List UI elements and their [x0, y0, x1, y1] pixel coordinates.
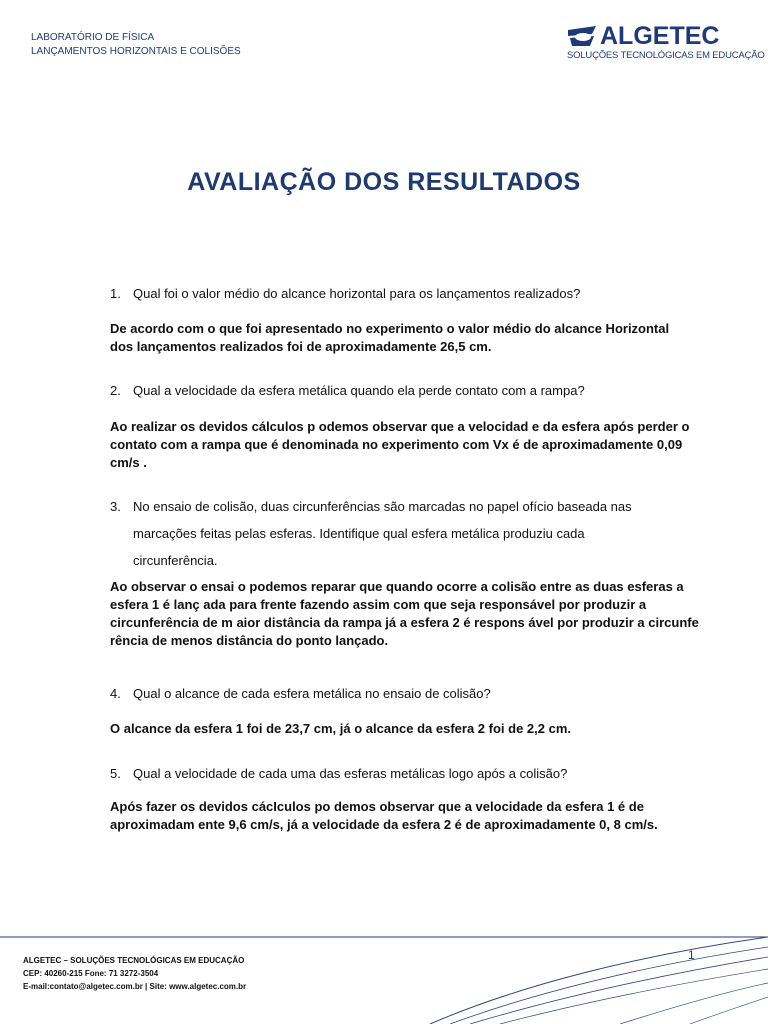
- answer-line: contato com a rampa que é denominada no experimento com Vx é de aproximadamente 0,09: [110, 437, 683, 452]
- question-number: 3.: [110, 499, 121, 514]
- answer-1: [110, 320, 734, 356]
- question-text: Qual o alcance de cada esfera metálica no ensaio de colisão?: [133, 686, 491, 701]
- answer-line: dos lançamentos realizados foi de aproximadamente 26,5 cm.: [110, 339, 492, 354]
- answer-line: esfera 1 é lanç ada para frente fazendo assim com que seja responsável por produzir a: [110, 597, 647, 612]
- answer-4: [110, 720, 734, 738]
- page-header: [31, 31, 241, 59]
- answer-2: [110, 418, 734, 472]
- answer-line: [110, 320, 734, 338]
- question-text: Qual foi o valor médio do alcance horizontal para os lançamentos realizados?: [133, 286, 581, 301]
- answer-line: Ao realizar os devidos cálculos p odemos observar que a velocidad e da esfera após perder o: [110, 419, 690, 434]
- logo-mark-icon: [566, 24, 600, 50]
- question-1: [110, 286, 580, 301]
- question-text: Qual a velocidade de cada uma das esferas metálicas logo após a colisão?: [133, 766, 568, 781]
- question-2: [110, 383, 585, 398]
- question-4: [110, 686, 491, 701]
- answer-line-text: De acordo com o que foi apresentado no experimento o valor médio do alcance Horizontal: [110, 321, 670, 336]
- header-subject: LANÇAMENTOS HORIZONTAIS E COLISÕES: [31, 46, 241, 57]
- question-number: 4.: [110, 686, 121, 701]
- header-lab: LABORATÓRIO DE FÍSICA: [31, 32, 155, 43]
- footer-cep: CEP: 40260-215 Fone: 71 3272-3504: [23, 969, 159, 978]
- question-5: [110, 766, 567, 781]
- question-text: Qual a velocidade da esfera metálica quando ela perde contato com a rampa?: [133, 383, 585, 398]
- question-number: 5.: [110, 766, 121, 781]
- algetec-logo: [566, 22, 765, 64]
- footer-email-site: E-mail:contato@algetec.com.br | Site: www.algetec.com.br: [23, 982, 247, 991]
- answer-line: Após fazer os devidos cácIculos po demos observar que a velocidade da esfera 1 é de: [110, 799, 644, 814]
- question-3: [110, 493, 658, 574]
- answer-line: Ao observar o ensai o podemos reparar que quando ocorre a colisão entre as duas esferas a: [110, 579, 684, 594]
- answer-5: [110, 798, 734, 834]
- answer-line: O alcance da esfera 1 foi de 23,7 cm, já o alcance da esfera 2 foi de 2,2 cm.: [110, 721, 572, 736]
- question-text: marcações feitas pelas esferas. Identifique qual esfera metálica produziu cada: [133, 526, 585, 541]
- question-text-line: [110, 520, 658, 547]
- answer-line: aproximadam ente 9,6 cm/s, já a velocidade da esfera 2 é de aproximadamente 0, 8 cm/s.: [110, 817, 658, 832]
- question-text: No ensaio de colisão, duas circunferências são marcadas no papel ofício baseada nas: [133, 499, 632, 514]
- logo-wordmark: ALGETEC: [600, 22, 720, 50]
- footer-company: ALGETEC – SOLUÇÕES TECNOLÓGICAS EM EDUCAÇÃO: [23, 956, 245, 965]
- page-title: AVALIAÇÃO DOS RESULTADOS: [187, 168, 581, 196]
- question-number: 2.: [110, 383, 121, 398]
- question-number: 1.: [110, 286, 121, 301]
- answer-line: cm/s .: [110, 455, 147, 470]
- answer-line: circunferência de m aior distância da rampa já a esfera 2 é respons ável por produzir a circunfe: [110, 615, 699, 630]
- footer-contact: [23, 954, 246, 993]
- answer-3: [110, 578, 734, 650]
- page-number: 1: [688, 948, 695, 962]
- logo-tagline: SOLUÇÕES TECNOLÓGICAS EM EDUCAÇÃO: [567, 50, 765, 61]
- question-text-line: circunferência.: [133, 553, 218, 568]
- answer-line: rência de menos distância do ponto lançado.: [110, 633, 389, 648]
